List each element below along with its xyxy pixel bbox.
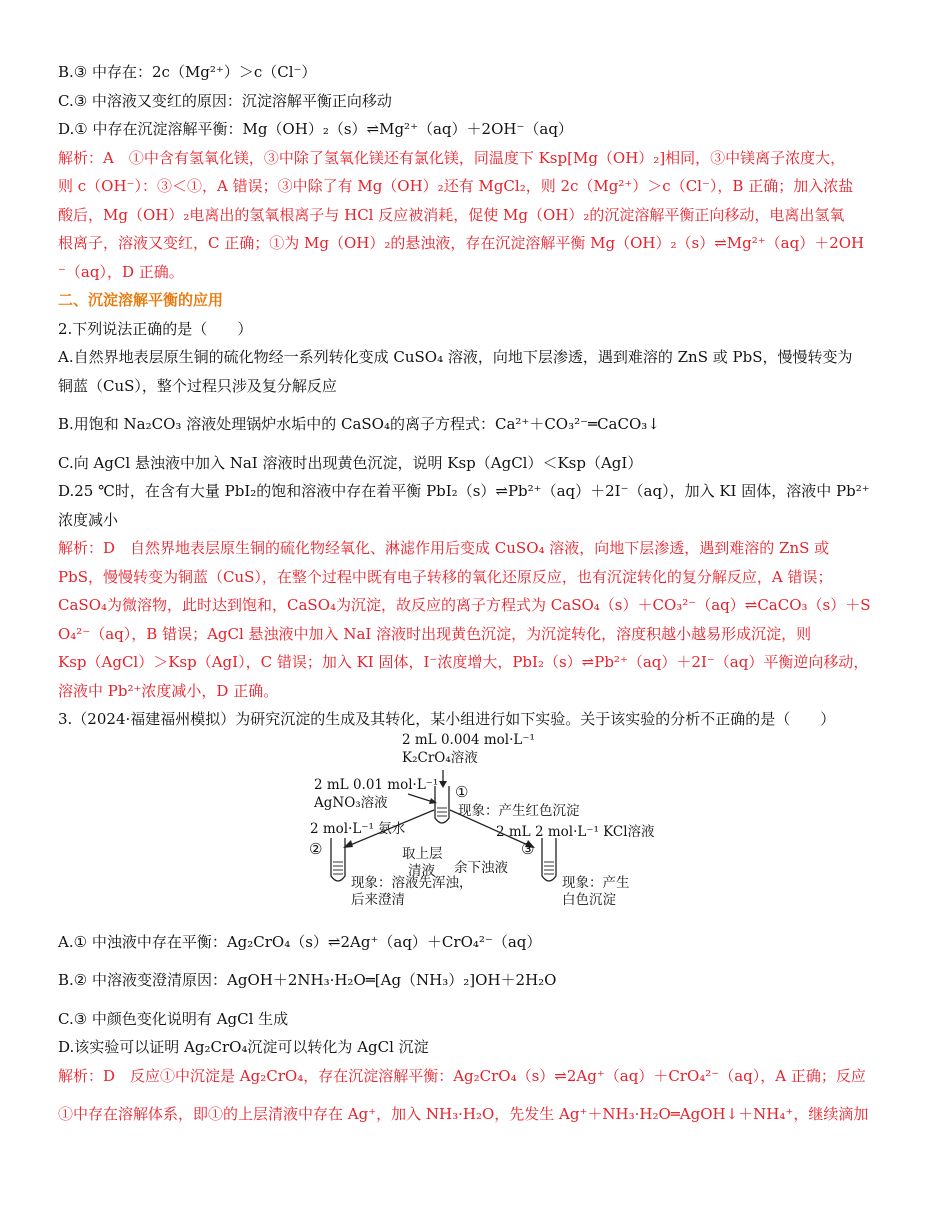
q2-option-a-cont: 铜蓝（CuS），整个过程只涉及复分解反应 bbox=[58, 376, 337, 395]
k2cro4-label: K₂CrO₄溶液 bbox=[402, 749, 478, 766]
q3-option-b: B.② 中溶液变澄清原因：AgOH＋2NH₃·H₂O═[Ag（NH₃）₂]OH＋2H₂O bbox=[58, 971, 557, 989]
test-tube-3 bbox=[542, 838, 556, 881]
q1-analysis-line: 酸后，Mg（OH）₂电离出的氢氧根离子与 HCl 反应被消耗，促使 Mg（OH）₂的沉淀溶解平衡正向移动，电离出氢氧 bbox=[58, 205, 845, 224]
agno3-label: AgNO₃溶液 bbox=[314, 794, 388, 811]
q1-analysis-line: 根离子，溶液又变红，C 正确；①为 Mg（OH）₂的悬浊液，存在沉淀溶解平衡 Mg（OH）₂（s）⇌Mg²⁺（aq）＋2OH bbox=[58, 234, 865, 252]
q1-analysis-line: 解析：A ①中含有氢氧化镁，③中除了氢氧化镁还有氯化镁，同温度下 Ksp[Mg（OH）₂]相同，③中镁离子浓度大， bbox=[58, 148, 846, 167]
test-tube-2 bbox=[331, 838, 345, 881]
clear-liquid-label: 清液 bbox=[408, 862, 435, 879]
q3-option-c: C.③ 中颜色变化说明有 AgCl 生成 bbox=[58, 1009, 289, 1028]
ammonia-label: 2 mol·L⁻¹ 氨水 bbox=[310, 820, 406, 837]
q2-stem: 2.下列说法正确的是（ ） bbox=[58, 319, 253, 338]
agno3-concentration: 2 mL 0.01 mol·L⁻¹ bbox=[314, 776, 439, 793]
q1-option-b: B.③ 中存在：2c（Mg²⁺）＞c（Cl⁻） bbox=[58, 63, 317, 81]
q2-analysis-line: O₄²⁻（aq），B 错误；AgCl 悬浊液中加入 NaI 溶液时出现黄色沉淀，为沉淀转化，溶度积越小越易形成沉淀，则 bbox=[58, 624, 812, 643]
q2-analysis-line: Ksp（AgCl）＞Ksp（AgI），C 错误；加入 KI 固体，I⁻浓度增大，PbI₂（s）⇌Pb²⁺（aq）＋2I⁻（aq）平衡逆向移动， bbox=[58, 653, 869, 671]
q1-analysis-line: 则 c（OH⁻）：③＜①，A 错误；③中除了有 Mg（OH）₂还有 MgCl₂，则 2c（Mg²⁺）＞c（Cl⁻），B 正确；加入浓盐 bbox=[58, 177, 854, 195]
tube-3-number: ③ bbox=[521, 839, 535, 858]
q3-stem: 3.（2024·福建福州模拟）为研究沉淀的生成及其转化，某小组进行如下实验。关于该实验的分析不正确的是（ ） bbox=[58, 710, 836, 728]
q3-option-d: D.该实验可以证明 Ag₂CrO₄沉淀可以转化为 AgCl 沉淀 bbox=[58, 1038, 429, 1056]
q2-analysis-line: CaSO₄为微溶物，此时达到饱和，CaSO₄为沉淀，故反应的离子方程式为 CaSO₄（s）＋CO₃²⁻（aq）⇌CaCO₃（s）＋S bbox=[58, 596, 871, 614]
experiment-diagram bbox=[58, 731, 898, 924]
q2-analysis-line: PbS，慢慢转变为铜蓝（CuS），在整个过程中既有电子转移的氧化还原反应，也有沉淀转化的复分解反应，A 错误； bbox=[58, 567, 833, 586]
tube-1-number: ① bbox=[455, 782, 469, 801]
q3-analysis-line: 解析：D 反应①中沉淀是 Ag₂CrO₄，存在沉淀溶解平衡：Ag₂CrO₄（s）⇌2Ag⁺（aq）＋CrO₄²⁻（aq），A 正确；反应 bbox=[58, 1066, 866, 1085]
document-page bbox=[58, 58, 898, 1129]
q3-analysis-line: ①中存在溶解体系，即①的上层清液中存在 Ag⁺，加入 NH₃·H₂O，先发生 Ag⁺＋NH₃·H₂O═AgOH↓＋NH₄⁺，继续滴加 bbox=[58, 1105, 869, 1123]
q1-option-c: C.③ 中溶液又变红的原因：沉淀溶解平衡正向移动 bbox=[58, 91, 392, 110]
q2-analysis-line: 溶液中 Pb²⁺浓度减小，D 正确。 bbox=[58, 681, 279, 700]
experiment-diagram-drawing bbox=[58, 731, 898, 924]
tube-2-phenomenon: 现象：溶液先浑浊， bbox=[351, 874, 473, 891]
tube-1-phenomenon: 现象：产生红色沉淀 bbox=[458, 802, 580, 819]
section-heading: 二、沉淀溶解平衡的应用 bbox=[58, 291, 224, 309]
arrowhead-icon bbox=[429, 798, 437, 804]
tube-2-phenomenon-cont: 后来澄清 bbox=[351, 891, 405, 908]
q2-option-b: B.用饱和 Na₂CO₃ 溶液处理锅炉水垢中的 CaSO₄的离子方程式：Ca²⁺＋CO₃²⁻═CaCO₃↓ bbox=[58, 415, 660, 433]
q1-analysis-line: ⁻（aq），D 正确。 bbox=[58, 262, 184, 281]
q2-option-c: C.向 AgCl 悬浊液中加入 NaI 溶液时出现黄色沉淀，说明 Ksp（AgCl）＜Ksp（AgI） bbox=[58, 453, 643, 472]
tube-3-phenomenon: 现象：产生 bbox=[562, 874, 630, 891]
q2-option-d-cont: 浓度减小 bbox=[58, 510, 119, 529]
arrowhead-icon bbox=[439, 781, 447, 788]
kcl-label: 2 mL 2 mol·L⁻¹ KCl溶液 bbox=[496, 823, 655, 840]
q3-option-a: A.① 中浊液中存在平衡：Ag₂CrO₄（s）⇌2Ag⁺（aq）＋CrO₄²⁻（aq） bbox=[58, 932, 542, 951]
q1-option-d: D.① 中存在沉淀溶解平衡：Mg（OH）₂（s）⇌Mg²⁺（aq）＋2OH⁻（aq） bbox=[58, 120, 573, 138]
remaining-suspension-label: 余下浊液 bbox=[454, 859, 508, 876]
q2-option-a: A.自然界地表层原生铜的硫化物经一系列转化变成 CuSO₄ 溶液，向地下层渗透，遇到难溶的 ZnS 或 PbS，慢慢转变为 bbox=[58, 348, 853, 366]
q2-analysis-line: 解析：D 自然界地表层原生铜的硫化物经氧化、淋滤作用后变成 CuSO₄ 溶液，向地下层渗透，遇到难溶的 ZnS 或 bbox=[58, 539, 830, 557]
k2cro4-concentration: 2 mL 0.004 mol·L⁻¹ bbox=[402, 731, 535, 748]
tube-3-phenomenon-cont: 白色沉淀 bbox=[562, 891, 616, 908]
tube-2-number: ② bbox=[309, 839, 323, 858]
q2-option-d: D.25 ℃时，在含有大量 PbI₂的饱和溶液中存在着平衡 PbI₂（s）⇌Pb²⁺（aq）＋2I⁻（aq），加入 KI 固体，溶液中 Pb²⁺ bbox=[58, 482, 870, 500]
arrow-agno3 bbox=[408, 794, 433, 802]
take-upper-label: 取上层 bbox=[402, 845, 443, 862]
